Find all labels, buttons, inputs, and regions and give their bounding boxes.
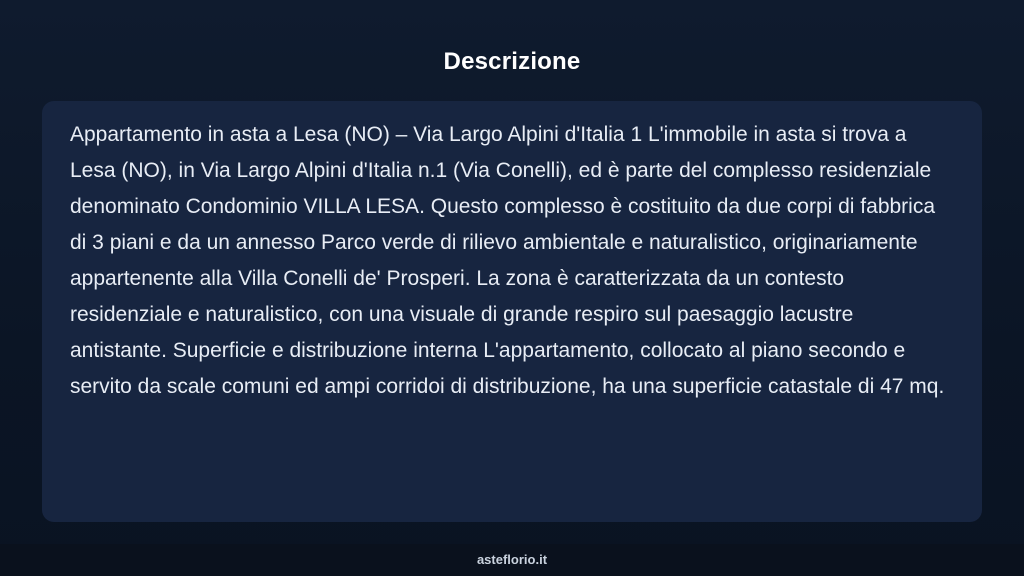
description-text: Appartamento in asta a Lesa (NO) – Via Largo Alpini d'Italia 1 L'immobile in asta si trova a Lesa (NO), in Via Largo Alpini d'Italia n.1 (Via Conelli), ed è parte del complesso residenziale denominato Condominio VILLA LESA. Questo complesso è costituito da due corpi di fabbrica di 3 piani e da un annesso Parco verde di rilievo ambientale e naturalistico, originariamente appartenente alla Villa Conelli de' Prosperi. La zona è caratterizzata da un contesto residenziale e naturalistico, con una visuale di grande respiro sul paesaggio lacustre antistante. Superficie e distribuzione interna L'appartamento, collocato al piano secondo e servito da scale comuni ed ampi corridoi di distribuzione, ha una superficie catastale di 47 mq. [70,123,945,398]
description-card [42,101,982,522]
footer-site-label: asteflorio.it [476,552,548,567]
page-title: Descrizione [443,48,581,75]
